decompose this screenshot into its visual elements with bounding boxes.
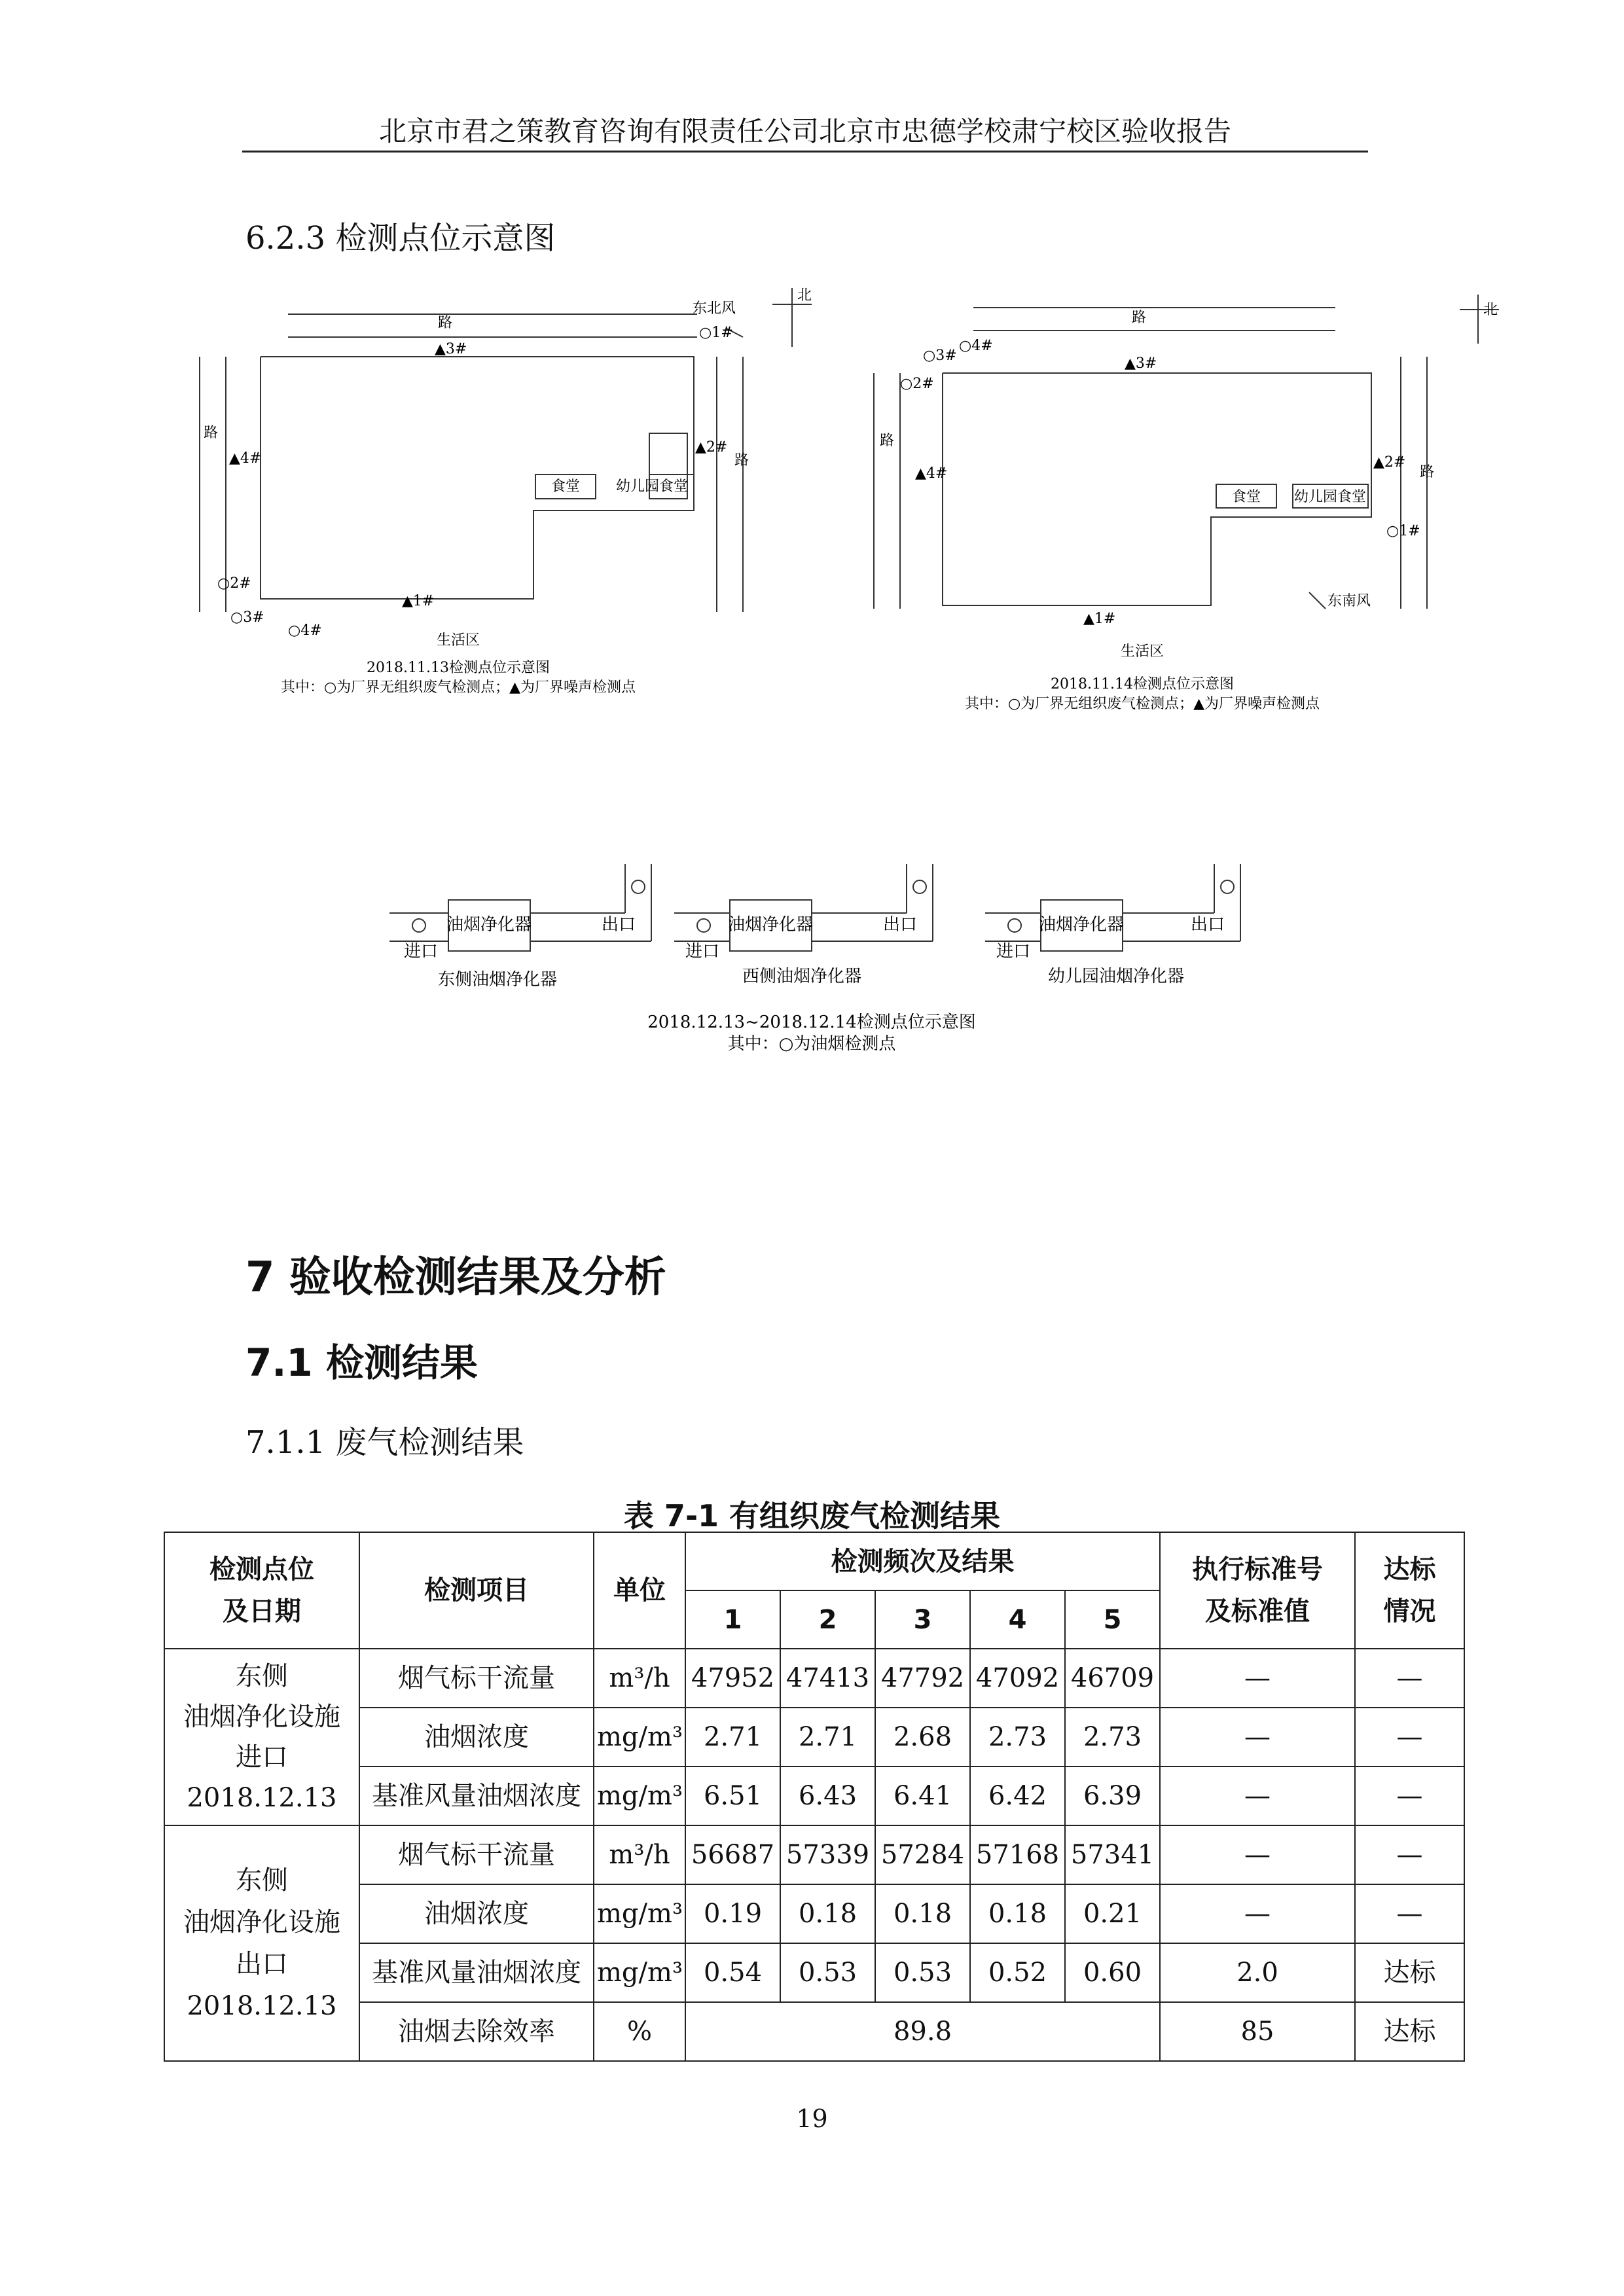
purifier-kindergarten-inlet: 进口 [996,942,1031,961]
cell-item: 烟气标干流量 [359,1825,594,1884]
d2-road-top: 路 [1131,310,1147,326]
cell-standard: — [1160,1649,1355,1708]
group2-location: 东侧 油烟净化设施 出口 2018.12.13 [164,1825,359,2061]
table-row [164,1649,1464,1708]
section-7-1-title: 7.1 检测结果 [245,1340,478,1385]
cell-value: 0.19 [685,1884,780,1943]
header-standard: 执行标准号 及标准值 [1160,1532,1355,1649]
header-n1: 1 [685,1590,780,1649]
cell-value: 0.18 [780,1884,875,1943]
purifier-kindergarten-name: 幼儿园油烟净化器 [1047,967,1185,986]
d2-point-2-noise: ▲2# [1373,454,1406,471]
cell-standard: 2.0 [1160,1943,1355,2002]
group1-location: 东侧 油烟净化设施 进口 2018.12.13 [164,1649,359,1825]
cell-compliance: — [1355,1767,1464,1825]
header-n2: 2 [780,1590,875,1649]
table-row [164,2002,1464,2061]
cell-value: 2.71 [780,1708,875,1767]
header-n4: 4 [970,1590,1065,1649]
cell-value: 0.53 [780,1943,875,2002]
cell-value: 57341 [1065,1825,1160,1884]
cell-value: 6.51 [685,1767,780,1825]
d1-legend: 其中：○为厂界无组织废气检测点；▲为厂界噪声检测点 [280,679,636,696]
d1-caption: 2018.11.13检测点位示意图 [367,660,550,676]
cell-value: 0.18 [875,1884,970,1943]
purifier-west-outlet: 出口 [882,915,918,935]
cell-value: 0.18 [970,1884,1065,1943]
d1-point-1-gas: ○1# [699,325,733,341]
purifier-east-name: 东侧油烟净化器 [437,970,558,990]
cell-value: 2.73 [970,1708,1065,1767]
table-row [164,1825,1464,1884]
cell-value: 47413 [780,1649,875,1708]
cell-item: 油烟浓度 [359,1884,594,1943]
cell-value: 2.71 [685,1708,780,1767]
d1-point-1-noise: ▲1# [402,593,435,609]
cell-value: 0.53 [875,1943,970,2002]
table-row [164,1767,1464,1825]
cell-compliance: — [1355,1649,1464,1708]
d1-point-2-gas: ○2# [217,575,251,592]
cell-efficiency-value: 89.8 [685,2002,1160,2061]
d2-point-2-gas: ○2# [900,376,934,392]
diagram-1-lines [200,288,1499,612]
table-header-row-1 [164,1532,1464,1590]
d1-road-top: 路 [437,315,453,331]
table-row [164,1884,1464,1943]
cell-unit: mg/m³ [594,1943,685,2002]
purifier-west-inlet: 进口 [685,942,720,961]
cell-unit: % [594,2002,685,2061]
cell-value: 6.41 [875,1767,970,1825]
d1-point-4-gas: ○4# [288,622,322,639]
page-number: 19 [796,2104,828,2133]
cell-unit: m³/h [594,1649,685,1708]
purifier-diagram-lines [389,864,1240,951]
d1-north: 北 [797,287,812,304]
header-n5: 5 [1065,1590,1160,1649]
purifier-east-box: 油烟净化器 [446,915,532,935]
cell-value: 2.68 [875,1708,970,1767]
cell-value: 57284 [875,1825,970,1884]
d1-living-area: 生活区 [436,632,480,649]
cell-item: 基准风量油烟浓度 [359,1767,594,1825]
cell-value: 0.21 [1065,1884,1160,1943]
d2-point-4-gas: ○4# [959,338,993,354]
purifier-west-name: 西侧油烟净化器 [742,967,862,986]
table-caption: 表 7-1 有组织废气检测结果 [623,1498,1001,1534]
cell-standard: — [1160,1825,1355,1884]
d2-road-left: 路 [879,433,895,449]
d1-point-2-noise: ▲2# [695,439,728,456]
cell-unit: mg/m³ [594,1708,685,1767]
cell-item: 基准风量油烟浓度 [359,1943,594,2002]
d2-kindergarten-canteen: 幼儿园食堂 [1293,489,1367,505]
cell-value: 57339 [780,1825,875,1884]
header-frequency: 检测频次及结果 [685,1532,1160,1590]
cell-value: 56687 [685,1825,780,1884]
cell-value: 47092 [970,1649,1065,1708]
d2-road-right: 路 [1419,464,1435,480]
d2-canteen: 食堂 [1231,489,1261,505]
cell-compliance: — [1355,1825,1464,1884]
cell-item: 油烟浓度 [359,1708,594,1767]
cell-compliance: 达标 [1355,1943,1464,2002]
cell-compliance: — [1355,1708,1464,1767]
cell-value: 0.54 [685,1943,780,2002]
cell-standard: 85 [1160,2002,1355,2061]
header-item: 检测项目 [359,1532,594,1649]
d1-point-4-noise: ▲4# [229,450,262,467]
d1-road-right: 路 [734,452,749,469]
purifier-legend: 其中：○为油烟检测点 [727,1034,896,1054]
cell-compliance: — [1355,1884,1464,1943]
emission-results-table [164,1532,1465,2062]
cell-value: 6.43 [780,1767,875,1825]
header-compliance: 达标 情况 [1355,1532,1464,1649]
d1-point-3-noise: ▲3# [435,341,467,357]
d1-canteen: 食堂 [550,478,581,495]
section-7-1-1-title: 7.1.1 废气检测结果 [245,1424,524,1461]
d1-point-3-gas: ○3# [230,609,264,626]
cell-item: 烟气标干流量 [359,1649,594,1708]
section-6-2-3-title: 6.2.3 检测点位示意图 [245,220,556,257]
header-location: 检测点位 及日期 [164,1532,359,1649]
cell-standard: — [1160,1884,1355,1943]
purifier-caption: 2018.12.13~2018.12.14检测点位示意图 [647,1013,976,1032]
purifier-east-outlet: 出口 [601,915,636,935]
cell-unit: m³/h [594,1825,685,1884]
d2-point-3-gas: ○3# [923,348,957,364]
d2-caption: 2018.11.14检测点位示意图 [1051,676,1234,692]
cell-value: 0.60 [1065,1943,1160,2002]
header-n3: 3 [875,1590,970,1649]
cell-unit: mg/m³ [594,1767,685,1825]
d2-point-3-noise: ▲3# [1125,355,1157,372]
cell-value: 46709 [1065,1649,1160,1708]
page-header-title: 北京市君之策教育咨询有限责任公司北京市忠德学校肃宁校区验收报告 [378,115,1231,147]
d2-wind: 东南风 [1327,593,1371,609]
d2-point-4-noise: ▲4# [915,465,948,482]
d2-living-area: 生活区 [1120,643,1164,660]
monitoring-point-diagrams [0,0,1624,1113]
cell-value: 0.52 [970,1943,1065,2002]
purifier-west-box: 油烟净化器 [727,915,814,935]
table-row [164,1943,1464,2002]
section-7-title: 7 验收检测结果及分析 [245,1253,666,1302]
cell-value: 47792 [875,1649,970,1708]
cell-value: 6.39 [1065,1767,1160,1825]
d2-point-1-noise: ▲1# [1083,611,1116,627]
purifier-kindergarten-box: 油烟净化器 [1038,915,1125,935]
cell-standard: — [1160,1708,1355,1767]
d1-road-left: 路 [203,425,219,441]
d1-kindergarten-canteen: 幼儿园食堂 [615,478,689,495]
d2-north: 北 [1483,302,1498,318]
table-row [164,1708,1464,1767]
d2-legend: 其中：○为厂界无组织废气检测点；▲为厂界噪声检测点 [964,696,1320,712]
cell-unit: mg/m³ [594,1884,685,1943]
cell-compliance: 达标 [1355,2002,1464,2061]
cell-standard: — [1160,1767,1355,1825]
d1-wind: 东北风 [693,300,736,317]
cell-value: 6.42 [970,1767,1065,1825]
cell-value: 57168 [970,1825,1065,1884]
cell-value: 2.73 [1065,1708,1160,1767]
cell-item: 油烟去除效率 [359,2002,594,2061]
header-unit: 单位 [594,1532,685,1649]
cell-value: 47952 [685,1649,780,1708]
purifier-east-inlet: 进口 [403,942,439,961]
d2-point-1-gas: ○1# [1386,523,1420,539]
purifier-kindergarten-outlet: 出口 [1190,915,1225,935]
